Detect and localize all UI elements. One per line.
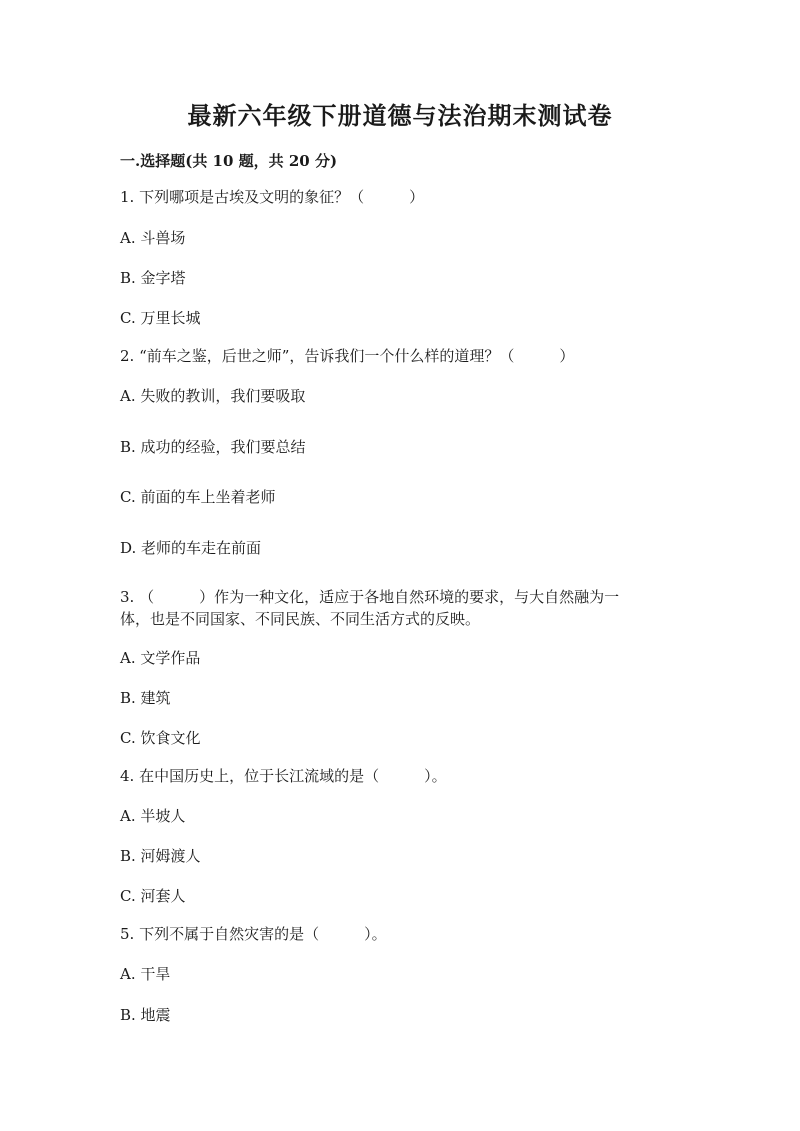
question-1-option-a: A. 斗兽场 [120,229,186,247]
question-4-option-a: A. 半坡人 [120,807,186,825]
question-1-stem: 1. 下列哪项是古埃及文明的象征？（ ） [120,188,425,206]
question-5-option-b: B. 地震 [120,1006,171,1024]
question-1-option-c: C. 万里长城 [120,309,201,327]
question-4-stem: 4. 在中国历史上，位于长江流域的是（ ）。 [120,767,447,785]
question-2-stem: 2. “前车之鉴，后世之师”，告诉我们一个什么样的道理？（ ） [120,347,575,365]
question-3-option-c: C. 饮食文化 [120,729,201,747]
question-2-option-d: D. 老师的车走在前面 [120,539,262,557]
section-heading: 一.选择题(共 10 题，共 20 分) [120,152,338,170]
question-5-option-a: A. 干旱 [120,965,171,983]
page-title: 最新六年级下册道德与法治期末测试卷 [187,101,613,130]
question-3-option-b: B. 建筑 [120,689,171,707]
question-2-option-c: C. 前面的车上坐着老师 [120,488,276,506]
question-2-option-a: A. 失败的教训，我们要吸取 [120,387,306,405]
question-4-option-c: C. 河套人 [120,887,186,905]
question-4-option-b: B. 河姆渡人 [120,847,201,865]
question-3-option-a: A. 文学作品 [120,649,201,667]
question-2-option-b: B. 成功的经验，我们要总结 [120,438,306,456]
question-3-stem-line-1: 3. （ ）作为一种文化，适应于各地自然环境的要求，与大自然融为一 [120,588,620,606]
question-1-option-b: B. 金字塔 [120,269,186,287]
question-3-stem-line-2: 体，也是不同国家、不同民族、不同生活方式的反映。 [120,610,481,628]
question-5-stem: 5. 下列不属于自然灾害的是（ ）。 [120,925,387,943]
